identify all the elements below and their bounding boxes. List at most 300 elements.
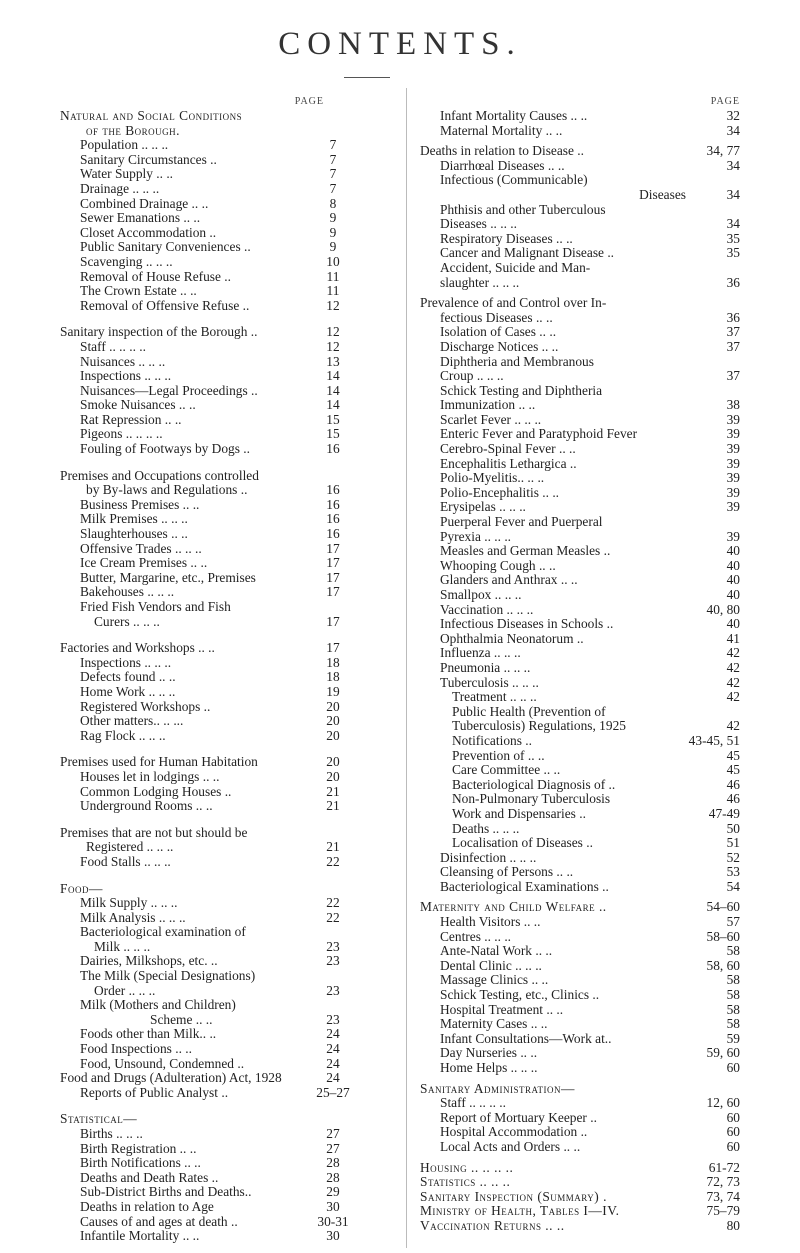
entry-page-number: 40, 80 <box>706 601 740 617</box>
entry-label: Infant Mortality Causes .. .. <box>440 108 588 123</box>
entry-page-number: 23 <box>326 953 340 969</box>
contents-entry <box>60 714 392 729</box>
entry-label: Diseases .. .. .. <box>440 216 517 232</box>
entry-label: Offensive Trades .. .. .. <box>80 540 202 556</box>
entry-page-number: 20 <box>326 754 340 770</box>
contents-entry <box>60 512 392 527</box>
contents-entry <box>418 261 740 276</box>
entry-page-number: 60 <box>726 1060 740 1075</box>
entry-page-number: 40 <box>726 557 740 573</box>
entry-page-number: 40 <box>726 572 740 588</box>
contents-entry <box>418 398 740 413</box>
entry-label: Other matters.. .. ... <box>80 713 184 729</box>
contents-entry <box>418 442 740 457</box>
entry-label: Sewer Emanations .. .. <box>80 210 201 226</box>
contents-entry <box>60 670 392 685</box>
entry-page-number: 24 <box>326 1055 340 1071</box>
entry-label: Defects found .. .. <box>80 669 176 685</box>
entry-page-number: 28 <box>326 1155 340 1171</box>
entry-label: Drainage .. .. .. <box>80 180 160 196</box>
entry-page-number: 25–27 <box>316 1084 350 1100</box>
contents-entry <box>418 203 740 218</box>
contents-entry <box>60 527 392 542</box>
entry-page-number: 17 <box>326 569 340 585</box>
entry-label: Schick Testing and Diphtheria <box>440 382 603 398</box>
entry-page-number: 8 <box>329 195 337 211</box>
entry-label: Vaccination Returns .. .. <box>420 1217 565 1233</box>
entry-label: Rat Repression .. .. <box>80 411 182 427</box>
entry-page-number: 72, 73 <box>706 1174 740 1190</box>
entry-label: Smallpox .. .. .. <box>440 587 522 602</box>
entry-label: Sub-District Births and Deaths.. <box>80 1184 252 1200</box>
entry-page-number: 19 <box>326 683 340 699</box>
contents-entry <box>418 1003 740 1018</box>
entry-page-number: 7 <box>329 180 337 196</box>
entry-label: Isolation of Cases .. .. <box>440 324 557 340</box>
entry-page-number: 23 <box>326 982 340 998</box>
contents-entry <box>60 355 392 370</box>
contents-entry <box>418 603 740 618</box>
contents-heading <box>60 755 392 770</box>
contents-entry <box>418 246 740 261</box>
contents-entry <box>418 1032 740 1047</box>
entry-label: Whooping Cough .. .. <box>440 557 556 573</box>
entry-label: Inspections .. .. .. <box>80 654 172 670</box>
entry-page-number: 35 <box>726 230 740 246</box>
contents-entry <box>60 998 392 1013</box>
entry-label: Report of Mortuary Keeper .. <box>440 1109 597 1125</box>
entry-page-number: 21 <box>326 783 340 799</box>
entry-page-number: 42 <box>726 645 740 661</box>
entry-page-number: 30 <box>326 1198 340 1214</box>
entry-label: Home Work .. .. .. <box>80 683 176 699</box>
contents-entry <box>418 1017 740 1032</box>
contents-entry <box>418 457 740 472</box>
contents-entry <box>418 217 740 232</box>
entry-page-number: 38 <box>726 397 740 413</box>
entry-label: Births .. .. .. <box>80 1126 143 1141</box>
contents-entry <box>60 124 392 139</box>
entry-label: Nuisances—Legal Proceedings .. <box>80 382 258 398</box>
entry-label: Enteric Fever and Paratyphoid Fever <box>440 426 638 442</box>
contents-entry <box>418 822 740 837</box>
contents-entry <box>418 1111 740 1126</box>
entry-label: Maternity and Child Welfare .. <box>420 899 607 915</box>
entries-right <box>418 109 740 1234</box>
entry-page-number: 14 <box>326 368 340 384</box>
entry-label: Deaths and Death Rates .. <box>80 1169 219 1185</box>
contents-entry <box>60 656 392 671</box>
entry-page-number: 42 <box>726 689 740 705</box>
entry-page-number: 46 <box>726 776 740 792</box>
entry-label: Polio-Myelitis.. .. .. <box>440 470 545 486</box>
entry-page-number: 50 <box>726 820 740 836</box>
entry-page-number: 16 <box>326 496 340 512</box>
entry-page-number: 39 <box>726 441 740 457</box>
entry-label: Sanitary Administration— <box>420 1080 575 1096</box>
contents-entry <box>418 588 740 603</box>
entry-page-number: 20 <box>326 713 340 729</box>
entry-label: Statistical— <box>60 1111 138 1127</box>
entry-page-number: 39 <box>726 470 740 486</box>
entry-page-number: 57 <box>726 914 740 930</box>
entry-label: Cerebro-Spinal Fever .. .. <box>440 441 576 457</box>
contents-entry <box>60 270 392 285</box>
entry-label: Infectious (Communicable) <box>440 172 588 188</box>
entry-page-number: 80 <box>726 1217 740 1233</box>
entries-left <box>60 109 392 1244</box>
entry-page-number: 30-31 <box>317 1213 349 1229</box>
contents-entry <box>60 299 392 314</box>
entry-label: Premises and Occupations controlled <box>60 467 259 483</box>
entry-label: Milk Supply .. .. .. <box>80 895 178 911</box>
contents-entry <box>418 515 740 530</box>
entry-label: Premises that are not but should be <box>60 824 248 840</box>
contents-entry <box>418 705 740 720</box>
contents-entry <box>418 1061 740 1076</box>
contents-entry <box>60 211 392 226</box>
entry-page-number: 58 <box>726 943 740 959</box>
entry-page-number: 20 <box>326 768 340 784</box>
section-gap <box>60 814 392 826</box>
entry-page-number: 37 <box>726 338 740 354</box>
entry-label: Disinfection .. .. .. <box>440 849 537 865</box>
entry-label: Houses let in lodgings .. .. <box>80 768 220 784</box>
entry-label: Staff .. .. .. .. <box>440 1095 506 1111</box>
entry-label: The Crown Estate .. .. <box>80 283 197 299</box>
entry-page-number: 41 <box>726 630 740 646</box>
entry-page-number: 51 <box>726 835 740 851</box>
contents-entry <box>418 1125 740 1140</box>
entry-label: Common Lodging Houses .. <box>80 783 232 799</box>
entry-label: Pyrexia .. .. .. <box>440 528 512 544</box>
entry-page-number: 58 <box>726 1016 740 1032</box>
entry-label: Deaths in relation to Disease .. <box>420 143 584 159</box>
contents-entry <box>60 255 392 270</box>
entry-page-number: 43-45, 51 <box>688 732 740 748</box>
entry-label: Work and Dispensaries .. <box>452 805 586 821</box>
contents-entry <box>60 925 392 940</box>
contents-entry <box>418 427 740 442</box>
entry-label: Dairies, Milkshops, etc. .. <box>80 953 218 969</box>
entry-label: Registered .. .. .. <box>86 839 174 855</box>
contents-entry <box>418 988 740 1003</box>
entry-page-number: 24 <box>326 1041 340 1057</box>
entry-label: Cancer and Malignant Disease .. <box>440 245 615 261</box>
entry-label: Bacteriological Examinations .. <box>440 878 609 894</box>
entry-label: Diseases <box>639 186 686 202</box>
entry-label: Accident, Suicide and Man- <box>440 259 591 275</box>
contents-entry <box>60 182 392 197</box>
entry-label: Milk .. .. .. <box>94 938 151 954</box>
entry-label: Local Acts and Orders .. .. <box>440 1138 581 1154</box>
entry-page-number: 40 <box>726 616 740 632</box>
entry-label: Curers .. .. .. <box>94 613 160 629</box>
entry-label: Infantile Mortality .. .. <box>80 1228 200 1244</box>
page-column-header: PAGE <box>294 96 324 107</box>
entry-label: Centres .. .. .. <box>440 928 512 944</box>
entry-label: Birth Registration .. .. <box>80 1140 197 1156</box>
entry-page-number: 29 <box>326 1184 340 1200</box>
entry-page-number: 36 <box>726 274 740 290</box>
contents-heading <box>60 641 392 656</box>
contents-entry <box>60 571 392 586</box>
entry-page-number: 16 <box>326 526 340 542</box>
entry-page-number: 58, 60 <box>706 957 740 973</box>
contents-entry <box>418 734 740 749</box>
contents-entry <box>418 486 740 501</box>
contents-entry <box>60 799 392 814</box>
entry-label: slaughter .. .. .. <box>440 274 520 290</box>
contents-heading <box>418 1190 740 1205</box>
entry-label: Water Supply .. .. <box>80 166 174 182</box>
entry-page-number: 10 <box>326 253 340 269</box>
contents-heading <box>60 1071 392 1086</box>
entry-page-number: 58 <box>726 987 740 1003</box>
entry-label: Localisation of Diseases .. <box>452 835 593 851</box>
entry-page-number: 14 <box>326 382 340 398</box>
contents-entry <box>418 661 740 676</box>
entry-page-number: 23 <box>326 1011 340 1027</box>
entry-label: Ice Cream Premises .. .. <box>80 555 208 571</box>
contents-entry <box>418 646 740 661</box>
contents-entry <box>60 1215 392 1230</box>
contents-heading <box>418 1219 740 1234</box>
contents-heading <box>60 1112 392 1127</box>
contents-entry <box>418 159 740 174</box>
entry-label: Cleansing of Persons .. .. <box>440 864 574 880</box>
contents-heading <box>418 1175 740 1190</box>
entry-page-number: 17 <box>326 540 340 556</box>
entry-label: Closet Accommodation .. <box>80 224 217 240</box>
entry-page-number: 47-49 <box>708 805 740 821</box>
contents-entry <box>418 573 740 588</box>
entry-page-number: 75–79 <box>706 1203 740 1219</box>
contents-entry <box>418 617 740 632</box>
entry-page-number: 42 <box>726 674 740 690</box>
contents-entry <box>60 1127 392 1142</box>
contents-entry <box>418 109 740 124</box>
entry-label: Influenza .. .. .. <box>440 645 521 661</box>
entry-page-number: 37 <box>726 368 740 384</box>
entry-label: Glanders and Anthrax .. .. <box>440 572 578 588</box>
entry-label: Food and Drugs (Adulteration) Act, 1928 <box>60 1070 282 1086</box>
entry-label: Food, Unsound, Condemned .. <box>80 1055 245 1071</box>
entry-label: Fouling of Footways by Dogs .. <box>80 441 250 457</box>
contents-entry <box>418 749 740 764</box>
contents-column-right <box>418 94 740 1234</box>
contents-entry <box>60 840 392 855</box>
entry-page-number: 42 <box>726 718 740 734</box>
contents-entry <box>60 1086 392 1101</box>
contents-entry <box>418 340 740 355</box>
contents-entry <box>60 969 392 984</box>
entry-page-number: 28 <box>326 1169 340 1185</box>
contents-entry <box>60 770 392 785</box>
entry-label: Ministry of Health, Tables I—IV. <box>420 1203 620 1219</box>
contents-entry <box>418 530 740 545</box>
entry-label: Scheme .. .. <box>150 1011 213 1027</box>
contents-entry <box>60 1171 392 1186</box>
entry-page-number: 24 <box>326 1026 340 1042</box>
entry-label: Rag Flock .. .. .. <box>80 727 166 743</box>
contents-entry <box>418 719 740 734</box>
entry-page-number: 17 <box>326 584 340 600</box>
entry-page-number: 30 <box>326 1228 340 1244</box>
contents-entry <box>60 167 392 182</box>
entry-page-number: 34, 77 <box>706 143 740 159</box>
contents-entry <box>60 954 392 969</box>
contents-entry <box>60 1229 392 1244</box>
entry-label: Birth Notifications .. .. <box>80 1155 201 1171</box>
contents-entry <box>418 851 740 866</box>
entry-label: Food Inspections .. .. <box>80 1041 192 1057</box>
entry-label: Diphtheria and Membranous <box>440 353 594 369</box>
contents-entry <box>418 188 740 203</box>
entry-label: Causes of and ages at death .. <box>80 1213 238 1229</box>
contents-entry <box>60 442 392 457</box>
entry-label: Foods other than Milk.. .. <box>80 1026 217 1042</box>
contents-entry <box>60 556 392 571</box>
contents-heading <box>418 900 740 915</box>
contents-entry <box>60 785 392 800</box>
entry-label: Hospital Accommodation .. <box>440 1124 588 1140</box>
entry-label: Public Sanitary Conveniences .. <box>80 239 251 255</box>
contents-entry <box>60 600 392 615</box>
contents-entry <box>60 1156 392 1171</box>
contents-entry <box>418 792 740 807</box>
entry-page-number: 27 <box>326 1140 340 1156</box>
entry-label: Tuberculosis) Regulations, 1925 <box>452 718 626 734</box>
entry-label: Food Stalls .. .. .. <box>80 853 171 869</box>
entry-page-number: 35 <box>726 245 740 261</box>
contents-entry <box>418 836 740 851</box>
entry-label: Respiratory Diseases .. .. <box>440 230 573 246</box>
contents-entry <box>60 153 392 168</box>
contents-entry <box>60 138 392 153</box>
contents-entry <box>60 855 392 870</box>
contents-entry <box>418 865 740 880</box>
contents-heading <box>60 109 392 124</box>
entry-page-number: 12 <box>326 297 340 313</box>
entry-page-number: 45 <box>726 747 740 763</box>
contents-heading <box>60 469 392 484</box>
entry-label: The Milk (Special Designations) <box>80 968 256 984</box>
entry-page-number: 12, 60 <box>706 1095 740 1111</box>
entry-page-number: 40 <box>726 587 740 602</box>
contents-heading <box>418 1204 740 1219</box>
section-gap <box>60 870 392 882</box>
contents-entry <box>418 690 740 705</box>
entry-label: Food— <box>60 880 103 896</box>
contents-entry <box>418 355 740 370</box>
contents-entry <box>60 240 392 255</box>
entry-page-number: 27 <box>326 1126 340 1141</box>
entry-label: Milk Analysis .. .. .. <box>80 909 186 925</box>
entry-label: Removal of House Refuse .. <box>80 268 231 284</box>
entry-page-number: 17 <box>326 613 340 629</box>
entry-label: Inspections .. .. .. <box>80 368 172 384</box>
entry-label: Encephalitis Lethargica .. <box>440 455 577 471</box>
contents-entry <box>60 284 392 299</box>
contents-entry <box>418 1046 740 1061</box>
entry-label: Registered Workshops .. <box>80 698 211 714</box>
entry-label: Smoke Nuisances .. .. <box>80 397 196 413</box>
entry-page-number: 54 <box>726 878 740 894</box>
contents-entry <box>60 498 392 513</box>
contents-entry <box>60 685 392 700</box>
entry-label: by By-laws and Regulations .. <box>86 482 248 498</box>
entry-page-number: 9 <box>329 239 337 255</box>
entry-label: Maternal Mortality .. .. <box>440 122 563 138</box>
contents-entry <box>60 1027 392 1042</box>
entry-label: Notifications .. <box>452 732 532 748</box>
contents-entry <box>418 311 740 326</box>
contents-entry <box>60 1013 392 1028</box>
entry-label: Prevention of .. .. <box>452 747 545 763</box>
entry-label: Non-Pulmonary Tuberculosis <box>452 791 611 807</box>
entry-page-number: 53 <box>726 864 740 880</box>
contents-entry <box>60 1185 392 1200</box>
entry-label: Sanitary inspection of the Borough .. <box>60 324 258 340</box>
entry-page-number: 11 <box>326 268 340 284</box>
entry-label: Immunization .. .. <box>440 397 536 413</box>
entry-label: Factories and Workshops .. .. <box>60 640 215 656</box>
section-gap <box>60 457 392 469</box>
entry-label: Pneumonia .. .. .. <box>440 659 531 675</box>
contents-entry <box>60 585 392 600</box>
entry-label: Staff .. .. .. .. <box>80 338 146 354</box>
entry-label: Home Helps .. .. .. <box>440 1060 538 1075</box>
contents-entry <box>60 542 392 557</box>
entry-page-number: 34 <box>726 122 740 138</box>
contents-entry <box>60 1057 392 1072</box>
entry-label: Phthisis and other Tuberculous <box>440 201 606 217</box>
contents-entry <box>60 911 392 926</box>
entry-label: Croup .. .. .. <box>440 368 504 384</box>
contents-entry <box>418 807 740 822</box>
entry-page-number: 16 <box>326 511 340 527</box>
contents-entry <box>418 880 740 895</box>
entry-page-number: 34 <box>726 216 740 232</box>
contents-heading <box>418 144 740 159</box>
entry-page-number: 20 <box>326 727 340 743</box>
entry-label: Premises used for Human Habitation <box>60 754 258 770</box>
entry-page-number: 60 <box>726 1109 740 1125</box>
entry-page-number: 39 <box>726 426 740 442</box>
entry-page-number: 9 <box>329 210 337 226</box>
entry-page-number: 46 <box>726 791 740 807</box>
entry-label: Hospital Treatment .. .. <box>440 1001 564 1017</box>
contents-heading <box>418 1161 740 1176</box>
entry-label: Business Premises .. .. <box>80 496 200 512</box>
contents-entry <box>60 1142 392 1157</box>
entry-page-number: 73, 74 <box>706 1188 740 1204</box>
entry-label: Natural and Social Conditions <box>60 108 243 123</box>
contents-heading <box>418 296 740 311</box>
entry-page-number: 22 <box>326 853 340 869</box>
entry-label: Ante-Natal Work .. .. <box>440 943 553 959</box>
contents-entry <box>60 984 392 999</box>
entry-label: Butter, Margarine, etc., Premises <box>80 569 256 585</box>
contents-entry <box>418 413 740 428</box>
entry-page-number: 9 <box>329 224 337 240</box>
entry-page-number: 60 <box>726 1124 740 1140</box>
entry-page-number: 18 <box>326 654 340 670</box>
contents-entry <box>60 427 392 442</box>
entry-label: Sanitary Inspection (Summary) . <box>420 1188 607 1204</box>
contents-entry <box>60 398 392 413</box>
